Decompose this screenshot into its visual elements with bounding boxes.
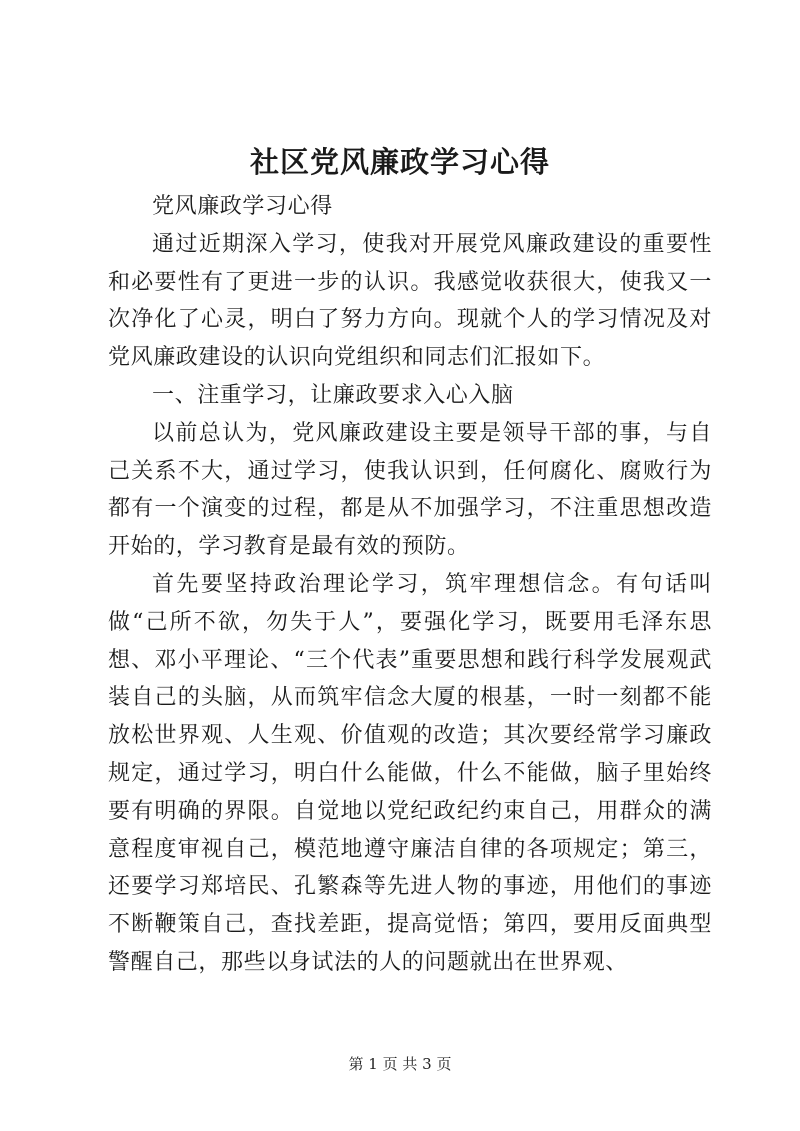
page-footer: 第 1 页 共 3 页 [348, 1055, 452, 1073]
paragraph: 首先要坚持政治理论学习，筑牢理想信念。有句话叫做“己所不欲，勿失于人”，要强化学习，既要用毛泽东思想、邓小平理论、“三个代表”重要思想和践行科学发展观武装自己的头脑，从而筑牢信念大厦的根基，一时一刻都不能放松世界观、人生观、价值观的改造；其次要经常学习廉政规定，通过学习，明白什么能做，什么不能做，脑子里始终要有明确的界限。自觉地以党纪政纪约束自己，用群众的满意程度审视自己，模范地遵守廉洁自律的各项规定；第三，还要学习郑培民、孔繁森等先进人物的事迹，用他们的事迹不断鞭策自己，查找差距，提高觉悟；第四，要用反面典型警醒自己，那些以身试法的人的问题就出在世界观、 [108, 571, 712, 975]
paragraph-subtitle: 党风廉政学习心得 [152, 194, 333, 219]
paragraph: 以前总认为，党风廉政建设主要是领导干部的事，与自己关系不大，通过学习，使我认识到，任何腐化、腐败行为都有一个演变的过程，都是从不加强学习，不注重思想改造开始的，学习教育是最有效的预防。 [108, 420, 712, 560]
paragraph: 通过近期深入学习，使我对开展党风廉政建设的重要性和必要性有了更进一步的认识。我感觉收获很大，使我又一次净化了心灵，明白了努力方向。现就个人的学习情况及对党风廉政建设的认识向党组织和同志们汇报如下。 [108, 231, 712, 371]
document-title: 社区党风廉政学习心得 [249, 145, 550, 179]
section-heading: 一、注重学习，让廉政要求入心入脑 [152, 382, 514, 408]
document-body [108, 188, 712, 982]
